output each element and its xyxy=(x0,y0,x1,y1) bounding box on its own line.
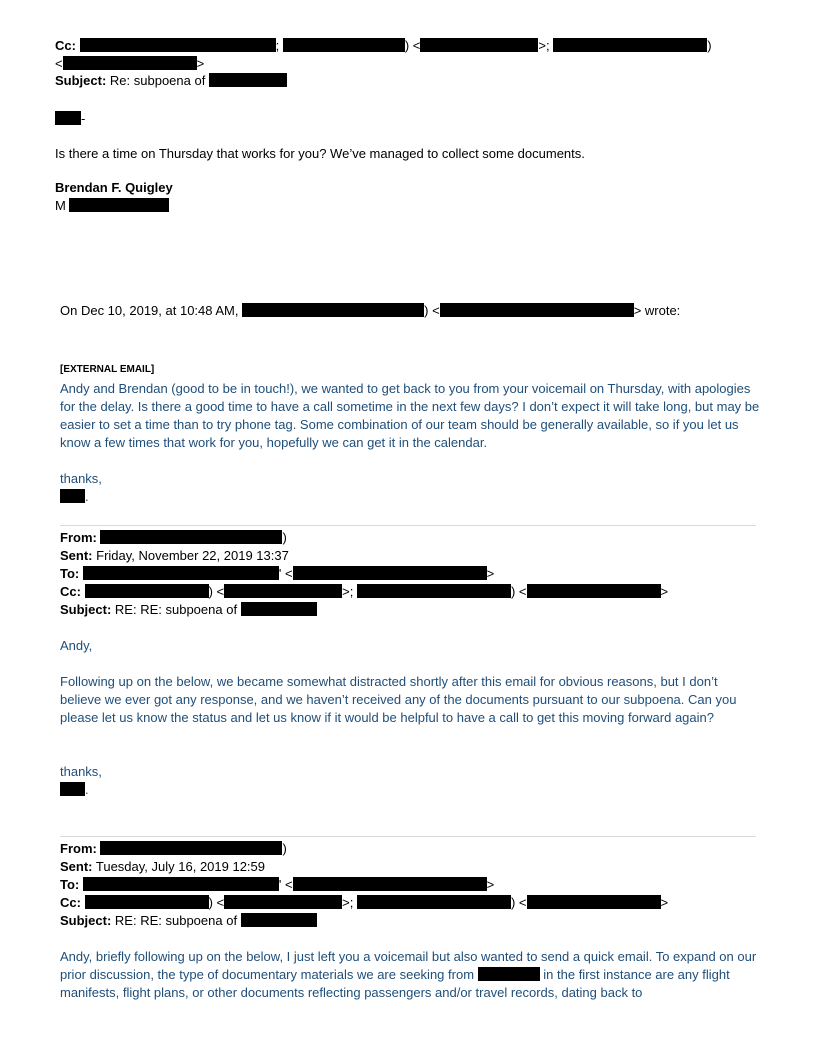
redaction xyxy=(242,303,424,317)
redaction xyxy=(527,895,661,909)
cc-label: Cc: xyxy=(60,895,81,910)
redaction xyxy=(60,489,85,503)
from-label: From: xyxy=(60,530,97,545)
quote1-body: Andy and Brendan (good to be in touch!), we wanted to get back to you from your voicemail on Thursday, with apologies for the delay. Is there a good time to have a call sometime in the next few days? I don’t expect it will take long, but may be easier to set a time than to try phone tag. Some combination of our team should be generally available, so if you let us know a few times that work for you, hopefully we can get it in the calendar. xyxy=(60,381,760,450)
redaction xyxy=(69,198,169,212)
cc-line: Cc: ; ) < >; ) xyxy=(55,38,712,53)
quote2-sent xyxy=(60,547,289,564)
quote1-thanks: thanks, xyxy=(60,471,102,486)
redaction xyxy=(357,895,511,909)
subject-value: RE: RE: subpoena of xyxy=(114,602,238,617)
signature-mobile xyxy=(55,197,169,214)
subject-label: Subject: xyxy=(60,602,112,617)
redaction xyxy=(100,530,282,544)
redaction xyxy=(85,584,209,598)
quote3-from: From: ) xyxy=(60,841,287,856)
quote2-greeting: Andy, xyxy=(60,638,93,653)
from-label: From: xyxy=(60,841,97,856)
to-label: To: xyxy=(60,566,80,581)
quote2-from: From: ) xyxy=(60,530,287,545)
redaction xyxy=(83,566,279,580)
quote3-to: To: ' < > xyxy=(60,877,495,892)
message-body: Is there a time on Thursday that works for you? We’ve managed to collect some documents. xyxy=(55,146,585,161)
salutation: - xyxy=(55,110,85,127)
reply-intro: On Dec 10, 2019, at 10:48 AM, ) < > wrote: xyxy=(60,303,681,318)
redaction xyxy=(478,967,540,981)
sent-value: Tuesday, July 16, 2019 12:59 xyxy=(95,859,266,874)
redaction xyxy=(55,111,81,125)
redaction xyxy=(80,38,276,52)
reply-intro-suffix: > wrote: xyxy=(633,303,681,318)
quote2-signoff: . xyxy=(60,781,89,798)
quote1-signoff: . xyxy=(60,488,89,505)
reply-intro-prefix: On Dec 10, 2019, at 10:48 AM, xyxy=(60,303,239,318)
redaction xyxy=(100,841,282,855)
redaction xyxy=(293,566,487,580)
redaction xyxy=(241,913,317,927)
redaction xyxy=(83,877,279,891)
quote2-subject xyxy=(60,601,317,618)
quote2-to: To: ' < > xyxy=(60,566,495,581)
quote2-cc: Cc: ) < >; ) < > xyxy=(60,584,669,599)
redaction xyxy=(553,38,707,52)
subject-value: RE: RE: subpoena of xyxy=(114,913,238,928)
sent-value: Friday, November 22, 2019 13:37 xyxy=(96,548,289,563)
cc-label: Cc: xyxy=(55,38,76,53)
redaction xyxy=(60,782,85,796)
quote3-body-end: in the first instance are any flight manifests, flight plans, or other documents reflecting passengers and/or travel records, dating back to xyxy=(60,967,730,1000)
quote3-subject xyxy=(60,912,317,929)
redaction xyxy=(209,73,287,87)
sent-label: Sent: xyxy=(60,859,93,874)
cc-line-continued: < > xyxy=(55,56,205,71)
redaction xyxy=(293,877,487,891)
quote3-sent xyxy=(60,858,265,875)
redaction xyxy=(63,56,197,70)
redaction xyxy=(357,584,511,598)
quote3-body xyxy=(60,948,760,1002)
redaction xyxy=(527,584,661,598)
signature-name: Brendan F. Quigley xyxy=(55,180,173,195)
redaction xyxy=(440,303,634,317)
subject-line xyxy=(55,72,287,89)
sent-label: Sent: xyxy=(60,548,93,563)
mobile-label: M xyxy=(55,198,66,213)
redaction xyxy=(241,602,317,616)
redaction xyxy=(85,895,209,909)
cc-label: Cc: xyxy=(60,584,81,599)
quote2-thanks: thanks, xyxy=(60,764,102,779)
redaction xyxy=(420,38,538,52)
to-label: To: xyxy=(60,877,80,892)
quote2-body: Following up on the below, we became somewhat distracted shortly after this email for obvious reasons, but I don’t believe we ever got any response, and we haven’t received any of the documents pursuant to our subpoena. Can you please let us know the status and let us know if it would be helpful to have a call to get this moving forward again? xyxy=(60,674,737,725)
subject-value: Re: subpoena of xyxy=(109,73,206,88)
redaction xyxy=(283,38,405,52)
divider xyxy=(60,525,756,526)
subject-label: Subject: xyxy=(60,913,112,928)
divider xyxy=(60,836,756,837)
external-email-tag: [EXTERNAL EMAIL] xyxy=(60,364,155,375)
redaction xyxy=(224,584,342,598)
quote3-body-start: Andy, briefly following up on the below, I just left you a voicemail but also wanted to send a quick email. To expand on our prior discussion, the type of documentary materials we are seeking from xyxy=(60,949,757,982)
subject-label: Subject: xyxy=(55,73,107,88)
quote3-cc: Cc: ) < >; ) < > xyxy=(60,895,669,910)
redaction xyxy=(224,895,342,909)
